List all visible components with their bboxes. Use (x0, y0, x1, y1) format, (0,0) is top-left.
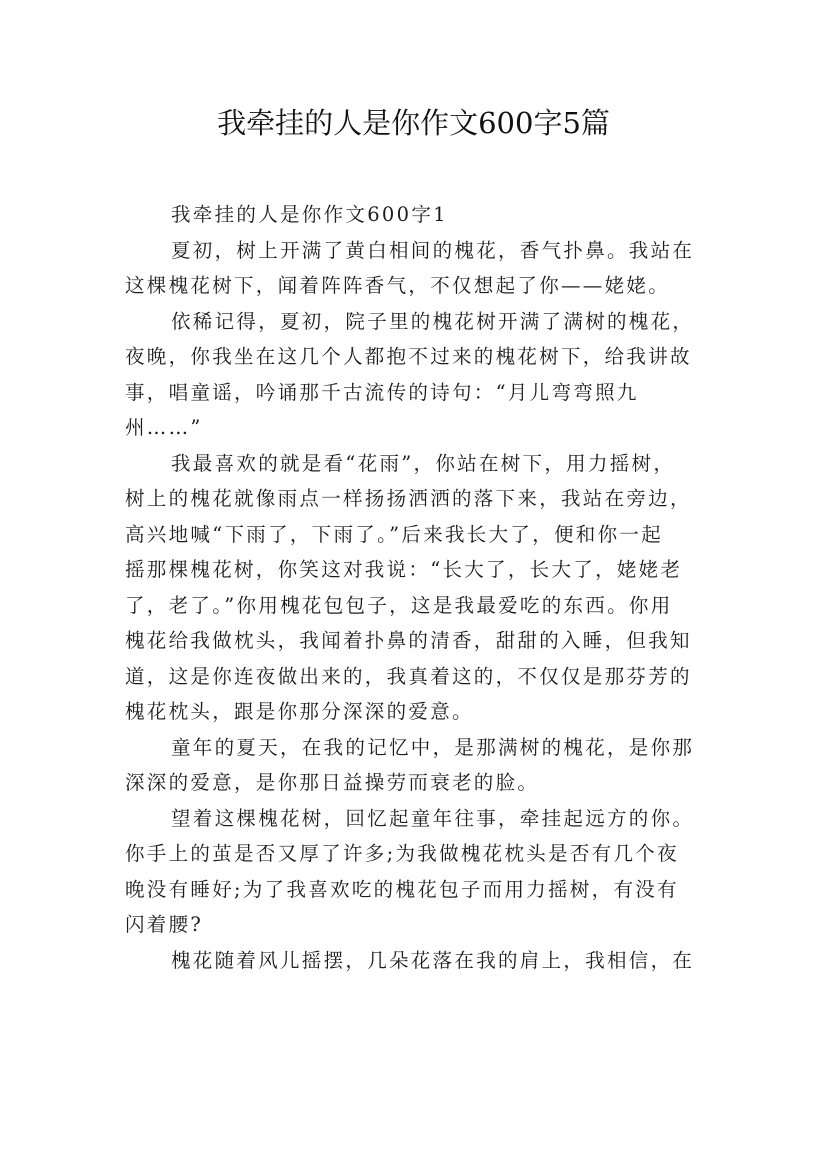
paragraph-line: 摇那棵槐花树，你笑这对我说：“长大了，长大了，姥姥老 (125, 558, 683, 581)
paragraph-line: 树上的槐花就像雨点一样扬扬洒洒的落下来，我站在旁边， (125, 487, 692, 510)
paragraph-line: 闪着腰? (125, 913, 204, 936)
paragraph-line: 槐花给我做枕头，我闻着扑鼻的清香，甜甜的入睡，但我知 (125, 629, 692, 652)
paragraph-line: 夜晚，你我坐在这几个人都抱不过来的槐花树下，给我讲故 (125, 345, 692, 368)
paragraph-line: 槐花枕头，跟是你那分深深的爱意。 (125, 700, 474, 723)
paragraph-line: 这棵槐花树下，闻着阵阵香气，不仅想起了你——姥姥。 (125, 274, 671, 297)
paragraph-line: 槐花随着风儿摇摆，几朵花落在我的肩上，我相信，在 (171, 948, 695, 972)
paragraph-line: 深深的爱意，是你那日益操劳而衰老的脸。 (125, 771, 540, 794)
paragraph-line: 夏初，树上开满了黄白相间的槐花，香气扑鼻。我站在 (171, 238, 695, 262)
document-title: 我牵挂的人是你作文600字5篇 (217, 106, 610, 140)
paragraph-line: 童年的夏天，在我的记忆中，是那满树的槐花，是你那 (171, 735, 695, 759)
paragraph-line: 我最喜欢的就是看“花雨”，你站在树下，用力摇树， (171, 451, 676, 475)
paragraph-line: 你手上的茧是否又厚了许多;为我做槐花枕头是否有几个夜 (125, 842, 679, 865)
paragraph-line: 晚没有睡好;为了我喜欢吃的槐花包子而用力摇树，有没有 (125, 877, 679, 901)
paragraph-line: 望着这棵槐花树，回忆起童年往事，牵挂起远方的你。 (171, 806, 695, 830)
document-body (125, 197, 715, 978)
paragraph-line: 道，这是你连夜做出来的，我真着这的，不仅仅是那芬芳的 (125, 664, 692, 688)
paragraph-line: 依稀记得，夏初，院子里的槐花树开满了满树的槐花， (171, 309, 695, 333)
paragraph-line: 事，唱童谣，吟诵那千古流传的诗句：“月儿弯弯照九 (125, 380, 639, 404)
paragraph-line: 州……” (125, 416, 203, 439)
paragraph-line: 了，老了。”你用槐花包包子，这是我最爱吃的东西。你用 (125, 593, 673, 617)
paragraph-line: 高兴地喊“下雨了，下雨了。”后来我长大了，便和你一起 (125, 522, 663, 546)
section-heading: 我牵挂的人是你作文600字1 (171, 203, 448, 226)
